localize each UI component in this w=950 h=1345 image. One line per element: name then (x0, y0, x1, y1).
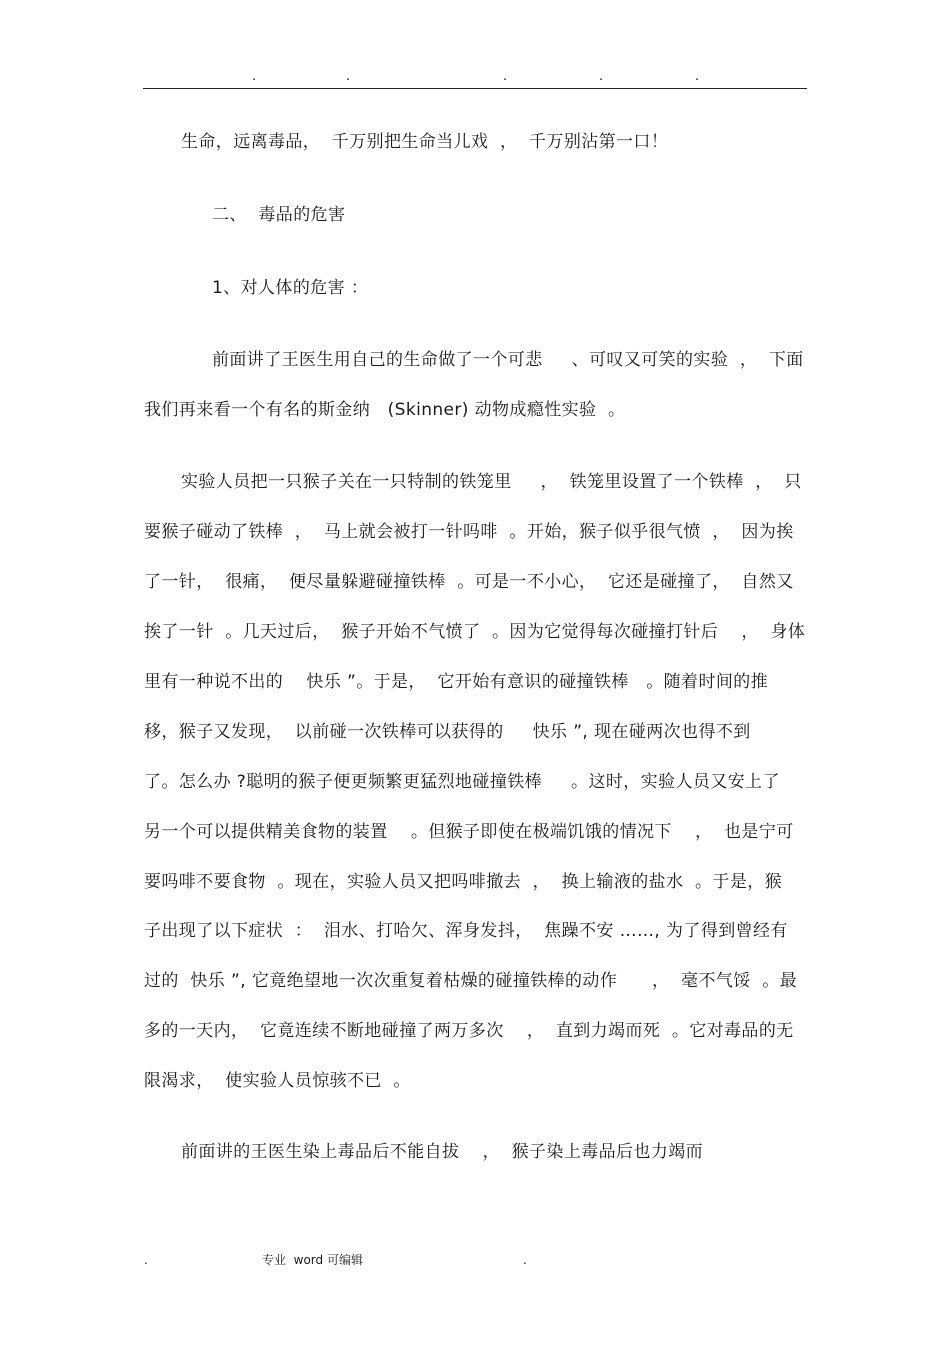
header-dot: . (599, 69, 604, 84)
text-line: 限渴求， 使实验人员惊骇不已 。 (144, 1071, 411, 1091)
subsection-heading: 1、对人体的危害 ： (212, 278, 369, 298)
text-line: 实验人员把一只猴子关在一只特制的铁笼里 ， 铁笼里设置了一个铁棒 ， 只 (181, 472, 802, 492)
text-line: 里有一种说不出的 快乐 ”。于是， 它开始有意识的碰撞铁棒 。随着时间的推 (144, 672, 769, 692)
header-dot: . (252, 69, 257, 84)
header-dot: . (695, 69, 700, 84)
text-line: 移，猴子又发现， 以前碰一次铁棒可以获得的 快乐 ”, 现在碰两次也得不到 (144, 722, 751, 742)
text-line: 了。怎么办 ?聪明的猴子便更频繁更猛烈地碰撞铁棒 。这时，实验人员又安上了 (144, 772, 780, 792)
footer-label: 专业 word 可编辑 (262, 1253, 363, 1267)
text-line: 生命，远离毒品， 千万别把生命当儿戏 ， 千万别沾第一口！ (181, 132, 669, 152)
text-line: 前面讲的王医生染上毒品后不能自拔 ， 猴子染上毒品后也力竭而 (181, 1142, 704, 1162)
text-line: 前面讲了王医生用自己的生命做了一个可悲 、可叹又可笑的实验 ， 下面 (212, 350, 804, 370)
text-line: 了一针， 很痛， 便尽量躲避碰撞铁棒 。可是一不小心， 它还是碰撞了， 自然又 (144, 572, 794, 592)
header-dot: . (346, 69, 351, 84)
header-dot: . (503, 69, 508, 84)
text-line: 我们再来看一个有名的斯金纳 (Skinner) 动物成瘾性实验 。 (144, 400, 626, 420)
text-line: 要猴子碰动了铁棒 ， 马上就会被打一针吗啡 。开始，猴子似乎很气愤 ， 因为挨 (144, 522, 794, 542)
text-line: 另一个可以提供精美食物的装置 。但猴子即使在极端饥饿的情况下 ， 也是宁可 (144, 822, 794, 842)
footer-dot: . (144, 1253, 148, 1267)
footer-dot: . (523, 1253, 527, 1267)
text-line: 要吗啡不要食物 。现在，实验人员又把吗啡撤去 ， 换上输液的盐水 。于是，猴 (144, 872, 783, 892)
text-line: 子出现了以下症状 ： 泪水、打哈欠、浑身发抖， 焦躁不安 ……, 为了得到曾经有 (144, 921, 788, 941)
text-line: 多的一天内， 它竟连续不断地碰撞了两万多次 ， 直到力竭而死 。它对毒品的无 (144, 1021, 794, 1041)
page-footer (0, 1251, 950, 1269)
page-header (0, 70, 950, 84)
header-rule (143, 88, 807, 89)
text-line: 挨了一针 。几天过后， 猴子开始不气愤了 。因为它觉得每次碰撞打针后 ， 身体 (144, 622, 806, 642)
text-line: 过的 快乐 ”, 它竟绝望地一次次重复着枯燥的碰撞铁棒的动作 ， 毫不气馁 。最 (144, 971, 798, 991)
section-heading: 二、 毒品的危害 (212, 205, 346, 225)
